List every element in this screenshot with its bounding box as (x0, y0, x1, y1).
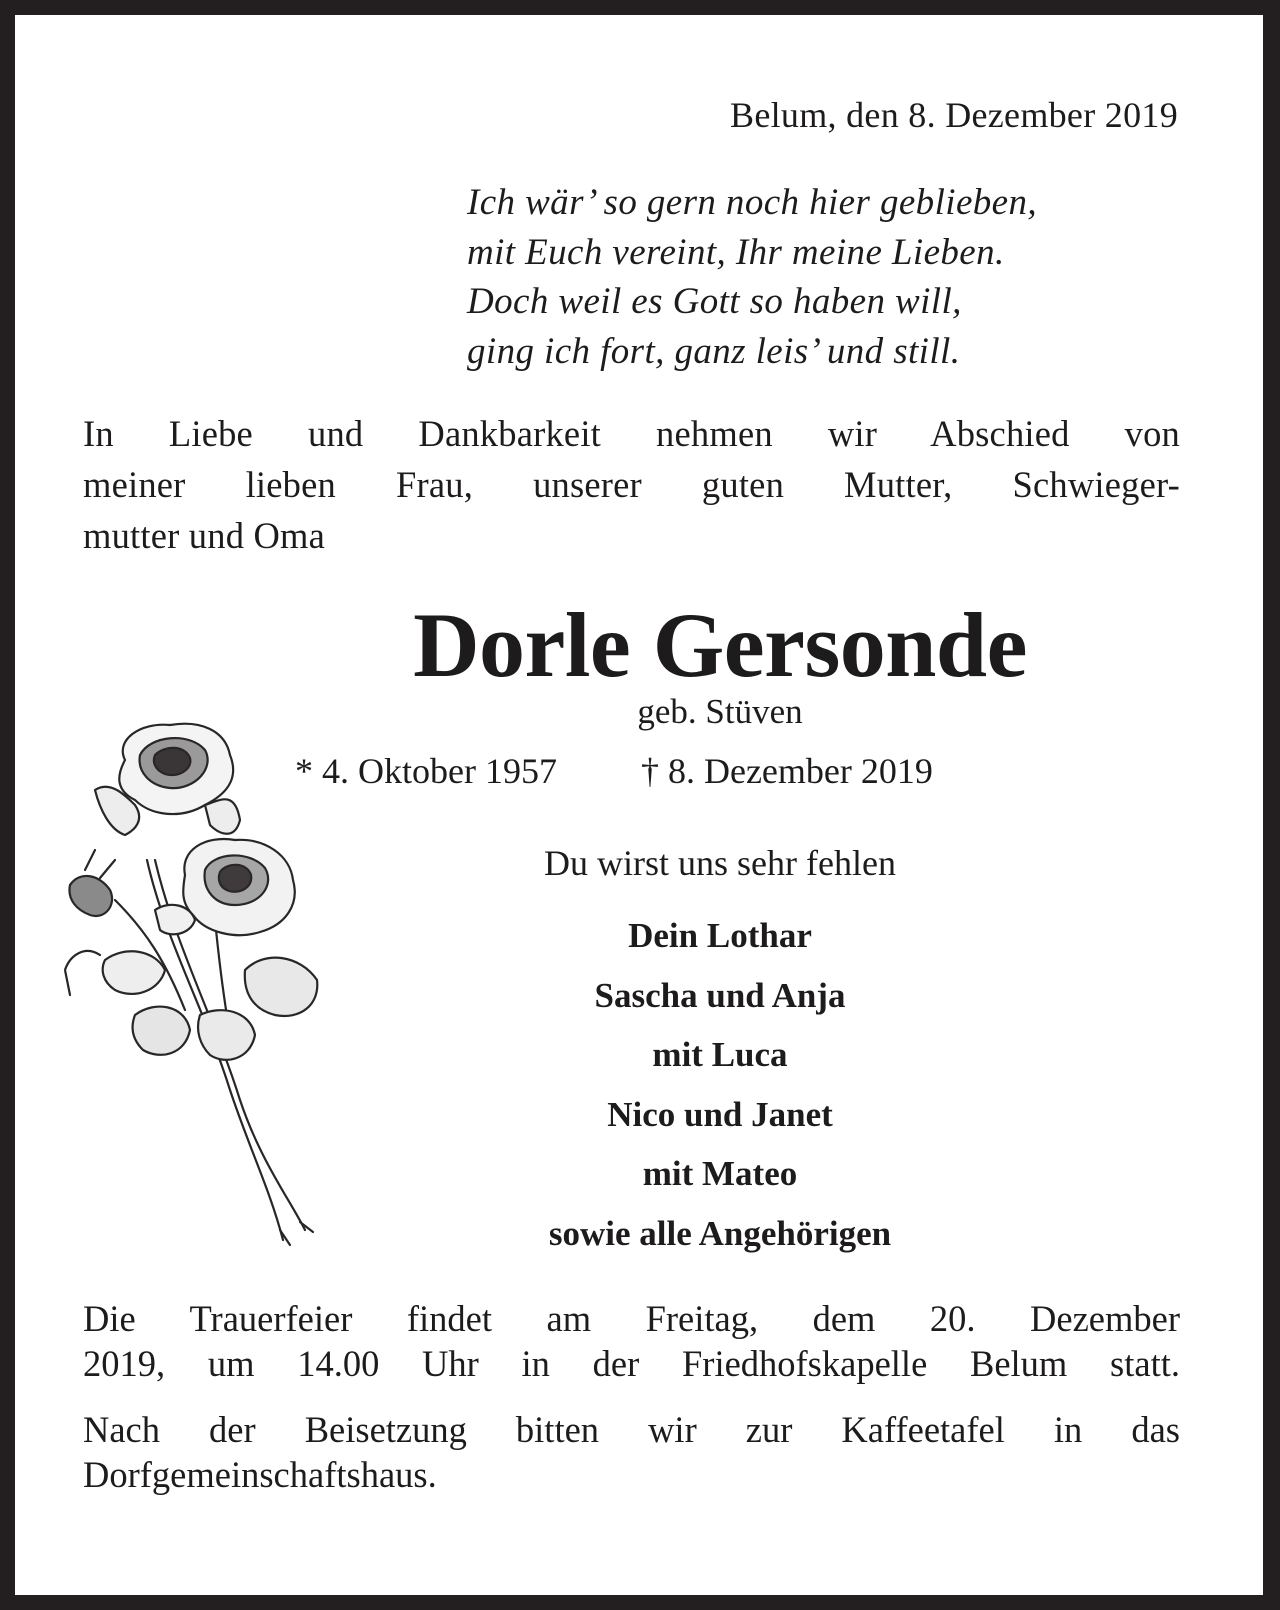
mourner: mit Mateo (642, 1154, 798, 1193)
birth-date: * 4. Oktober 1957 (295, 751, 557, 791)
poem-line: mit Euch vereint, Ihr meine Lieben. (467, 231, 1005, 273)
reception-line: Dorfgemeinschaftshaus. (83, 1454, 437, 1495)
ceremony-line: Die Trauerfeier findet am Freitag, dem 20. Dezember (83, 1298, 1180, 1339)
intro-line: mutter und Oma (83, 515, 326, 556)
poem-line: Doch weil es Gott so haben will, (467, 281, 962, 322)
mourner: Dein Lothar (628, 916, 812, 955)
death-date: † 8. Dezember 2019 (640, 751, 933, 791)
poem (467, 178, 1037, 376)
reception-info (83, 1407, 1180, 1497)
place-and-date: Belum, den 8. Dezember 2019 (730, 95, 1178, 135)
mourner: Nico und Janet (607, 1094, 833, 1134)
maiden-name: geb. Stüven (637, 692, 803, 731)
poem-line: ging ich fort, ganz leis’ und still. (467, 330, 961, 372)
ceremony-info (83, 1296, 1180, 1386)
reception-line: Nach der Beisetzung bitten wir zur Kaffeetafel in das (83, 1409, 1180, 1450)
intro-line: In Liebe und Dankbarkeit nehmen wir Abschied von (83, 413, 1180, 454)
obituary-notice (15, 15, 1263, 1595)
intro-line: meiner lieben Frau, unserer guten Mutter, Schwieger- (83, 464, 1180, 505)
poem-line: Ich wär’ so gern noch hier geblieben, (467, 182, 1038, 223)
ceremony-line: 2019, um 14.00 Uhr in der Friedhofskapelle Belum statt. (83, 1343, 1180, 1384)
mourner: Sascha und Anja (594, 975, 846, 1015)
mourner: mit Luca (652, 1035, 788, 1074)
mourners-list (185, 906, 1255, 1263)
mourner: sowie alle Angehörigen (548, 1213, 892, 1253)
deceased-name: Dorle Gersonde (413, 594, 1027, 696)
farewell-line: Du wirst uns sehr fehlen (544, 843, 896, 883)
intro-paragraph (83, 408, 1180, 561)
life-dates (295, 749, 933, 793)
